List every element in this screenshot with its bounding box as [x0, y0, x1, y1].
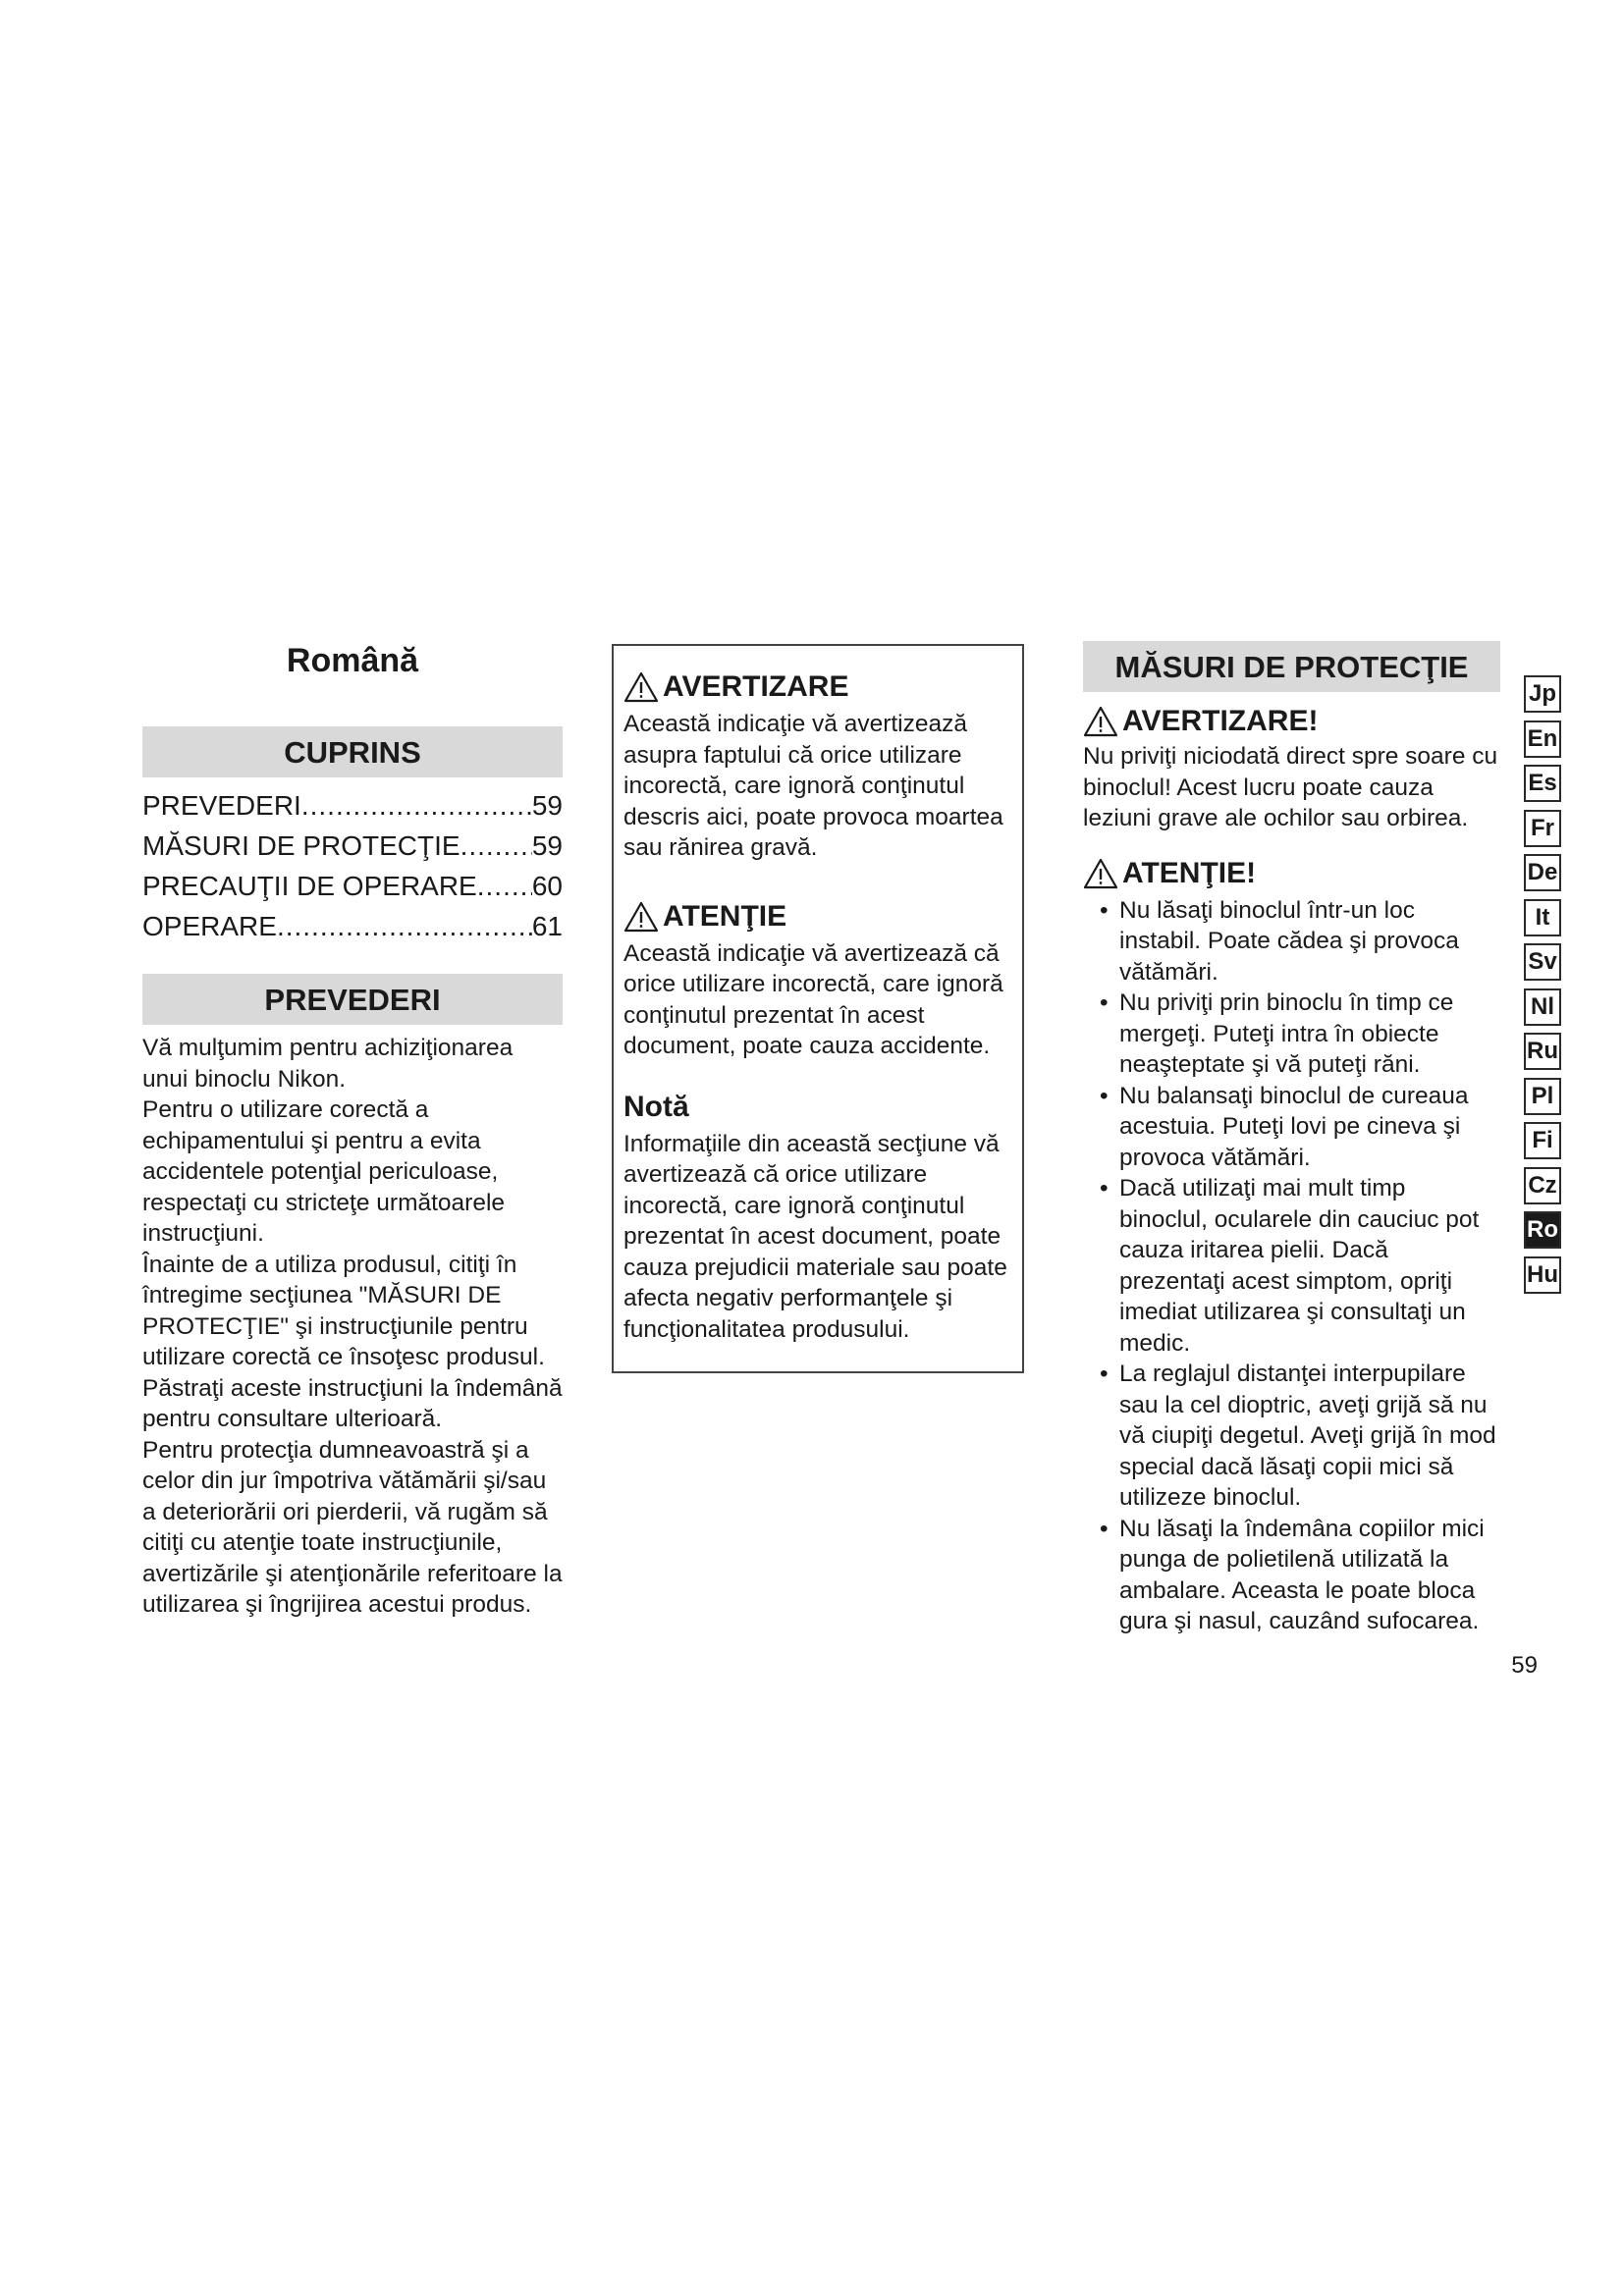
language-tab-jp[interactable]: Jp — [1524, 675, 1561, 713]
list-item — [1083, 988, 1500, 1081]
notice-note-title: Notă — [623, 1090, 689, 1123]
list-item — [1083, 1514, 1500, 1637]
toc-leader-dots — [277, 906, 532, 946]
prevederi-paragraph: Pentru o utilizare corectă a echipamentului şi pentru a evita accidentele potenţial periculoase, respectaţi cu stricteţe următoarele instrucţiuni. — [142, 1096, 506, 1247]
language-tab-it[interactable]: It — [1524, 899, 1561, 936]
list-item — [1083, 1359, 1500, 1514]
language-tab-hu[interactable]: Hu — [1524, 1256, 1561, 1294]
toc-entry-masuri[interactable] — [142, 826, 563, 866]
notice-caution-title: ATENŢIE — [663, 899, 787, 933]
masuri-warning-text: Nu priviţi niciodată direct spre soare cu binoclul! Acest lucru poate cauza leziuni grave ale ochilor sau orbirea. — [1083, 743, 1498, 831]
masuri-warning-title-row — [1083, 702, 1500, 741]
language-tab-ru[interactable]: Ru — [1524, 1033, 1561, 1070]
toc-entry-title: PRECAUŢII DE OPERARE — [142, 871, 477, 901]
toc-entry-operare[interactable] — [142, 906, 563, 946]
list-item — [1083, 895, 1500, 988]
masuri-caution-title: ATENŢIE! — [1122, 856, 1257, 889]
language-tab-nl[interactable]: Nl — [1524, 988, 1561, 1026]
notice-caution-text: Această indicaţie vă avertizează că orice utilizare incorectă, care ignoră conţinutul prezentat în acest document, poate cauza accidente. — [623, 939, 1003, 1059]
masuri-heading: MĂSURI DE PROTECŢIE — [1083, 641, 1500, 692]
language-tab-fr[interactable]: Fr — [1524, 810, 1561, 847]
prevederi-heading: PREVEDERI — [142, 974, 563, 1025]
warning-triangle-icon — [623, 901, 659, 933]
list-item-text: Dacă utilizaţi mai mult timp binoclul, ocularele din cauciuc pot cauza iritarea pielii. Dacă prezentaţi acest simptom, opriţi imediat utilizarea şi consultaţi un medic. — [1119, 1175, 1480, 1357]
language-tabs — [1524, 675, 1565, 1301]
notice-warning-title: AVERTIZARE — [663, 670, 849, 703]
bullet-dot: • — [1100, 896, 1109, 924]
notice-warning-title-row — [623, 667, 1012, 707]
prevederi-paragraph: Vă mulţumim pentru achiziţionarea unui binoclu Nikon. — [142, 1035, 514, 1093]
toc-entry-title: MĂSURI DE PROTECŢIE — [142, 830, 460, 861]
language-tab-en[interactable]: En — [1524, 721, 1561, 758]
language-tab-ro[interactable]: Ro — [1524, 1211, 1561, 1249]
language-tab-sv[interactable]: Sv — [1524, 943, 1561, 981]
prevederi-paragraph: Înainte de a utiliza produsul, citiţi în întregime secţiunea "MĂSURI DE PROTECŢIE" şi instrucţiunile pentru utilizare corectă ce însoţesc produsul. Păstraţi aceste instrucţiuni la îndemână pentru consultare ulterioară. — [142, 1251, 563, 1432]
masuri-warning-title: AVERTIZARE! — [1122, 705, 1319, 737]
notice-box — [612, 644, 1024, 1373]
prevederi-paragraph: Pentru protecţia dumneavoastră şi a celor din jur împotriva vătămării şi/sau a deteriorării ori pierderii, vă rugăm să citiţi cu atenţie toate instrucţiunile, avertizările şi atenţionările referitoare la utilizarea şi îngrijirea acestui produs. — [142, 1436, 563, 1618]
language-tab-de[interactable]: De — [1524, 854, 1561, 891]
prevederi-body — [142, 1033, 563, 1621]
right-column — [1083, 641, 1500, 1637]
list-item — [1083, 1173, 1500, 1359]
caution-list — [1083, 895, 1500, 1637]
toc-entry-page: 60 — [531, 871, 563, 901]
notice-caution-title-row — [623, 897, 1012, 936]
bullet-dot: • — [1100, 1361, 1109, 1387]
warning-triangle-icon — [1083, 858, 1118, 889]
language-tab-fi[interactable]: Fi — [1524, 1122, 1561, 1159]
list-item-text: La reglajul distanţei interpupilare sau la cel dioptric, aveţi grijă să nu vă ciupiţi degetul. Aveţi grijă în mod special dacă lăsaţi copii mici să utilizeze binoclul. — [1119, 1361, 1496, 1511]
toc-leader-dots — [460, 826, 532, 866]
toc-entry-page: 59 — [531, 830, 563, 861]
list-item-text: Nu lăsaţi la îndemâna copiilor mici punga de polietilenă utilizată la ambalare. Aceasta le poate bloca gura şi nasul, cauzând sufocarea. — [1119, 1515, 1485, 1634]
notice-warning-text: Această indicaţie vă avertizează asupra faptului că orice utilizare incorectă, care ignoră conţinutul descris aici, poate provoca moartea sau rănirea gravă. — [623, 711, 1003, 861]
bullet-dot: • — [1100, 1515, 1109, 1542]
toc-entry-title: OPERARE — [142, 911, 277, 941]
warning-triangle-icon — [623, 671, 659, 703]
list-item-text: Nu priviţi prin binoclu în timp ce mergeţi. Puteţi intra în obiecte neaşteptate şi vă puteţi răni. — [1119, 989, 1454, 1078]
page-number: 59 — [1511, 1652, 1538, 1679]
language-tab-pl[interactable]: Pl — [1524, 1078, 1561, 1115]
list-item-text: Nu balansaţi binoclul de cureaua acestuia. Puteţi lovi pe cineva şi provoca vătămări. — [1119, 1082, 1469, 1171]
language-tab-es[interactable]: Es — [1524, 765, 1561, 802]
warning-triangle-icon — [1083, 706, 1118, 737]
bullet-dot: • — [1100, 989, 1109, 1016]
list-item-text: Nu lăsaţi binoclul într-un loc instabil. Poate cădea şi provoca vătămări. — [1119, 896, 1459, 986]
toc-entry-title: PREVEDERI — [142, 790, 301, 821]
notice-note-text: Informaţiile din această secţiune vă avertizează că orice utilizare incorectă, care ignoră conţinutul prezentat în acest document, poate cauza prejudicii materiale sau poate afecta negativ performanţele şi funcţionalitatea produsului. — [623, 1130, 1007, 1343]
list-item — [1083, 1081, 1500, 1174]
table-of-contents — [142, 785, 563, 946]
toc-heading: CUPRINS — [142, 726, 563, 777]
toc-leader-dots — [301, 785, 532, 826]
language-title: Română — [286, 642, 419, 679]
bullet-dot: • — [1100, 1175, 1109, 1201]
toc-entry-prevederi[interactable] — [142, 785, 563, 826]
language-tab-cz[interactable]: Cz — [1524, 1167, 1561, 1204]
masuri-caution-title-row — [1083, 854, 1500, 893]
left-column — [142, 628, 563, 1621]
toc-entry-page: 61 — [531, 911, 563, 941]
bullet-dot: • — [1100, 1082, 1109, 1109]
toc-entry-precautii[interactable] — [142, 866, 563, 906]
notice-note-title-row — [623, 1088, 1012, 1127]
toc-entry-page: 59 — [531, 790, 563, 821]
toc-leader-dots — [477, 866, 532, 906]
